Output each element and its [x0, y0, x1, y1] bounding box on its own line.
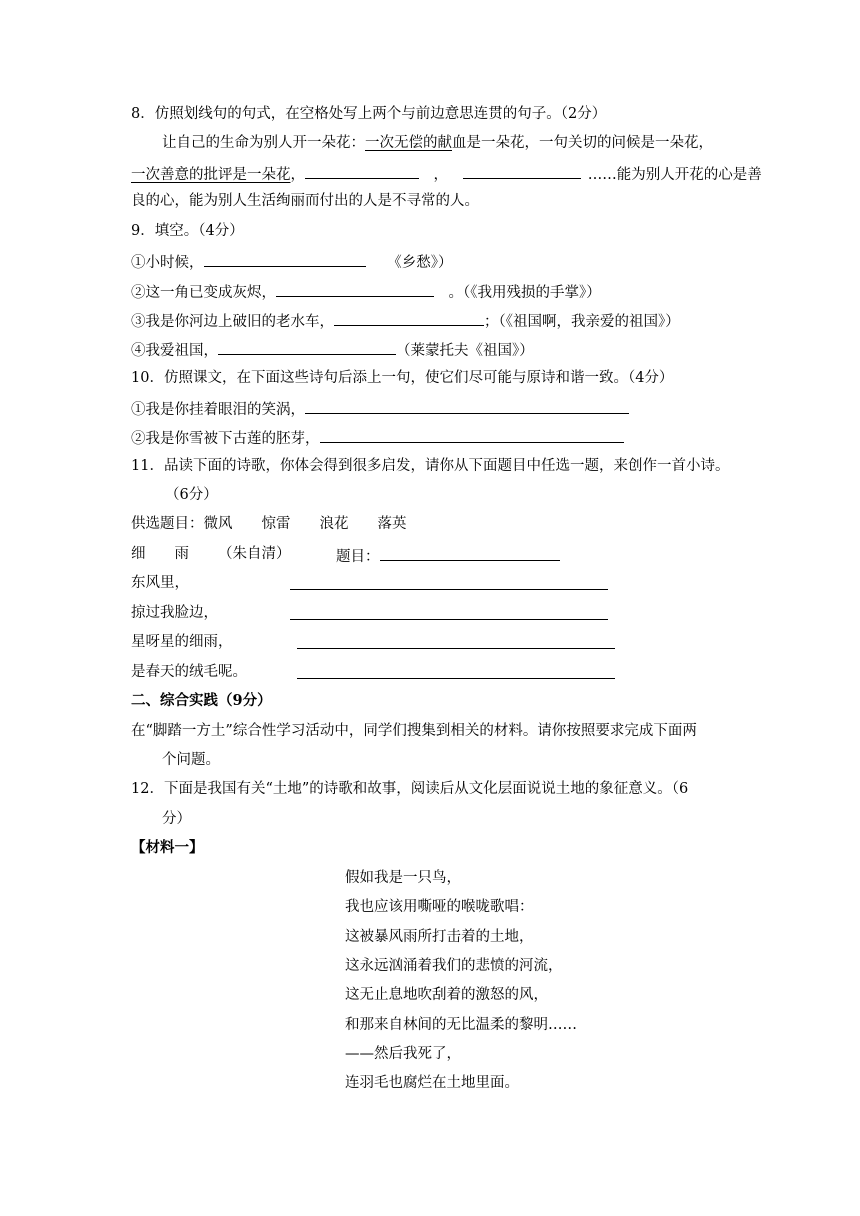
q9-item-1-source: 《乡愁》）	[387, 255, 453, 271]
q9-item-4-text: ④我爱祖国，	[131, 343, 218, 359]
q8-line1-post: 血是一朵花，一句关切的问候是一朵花，	[452, 135, 713, 151]
q12-prompt-line-1: 12．下面是我国有关“土地”的诗歌和故事，阅读后从文化层面说说土地的象征意义。（6	[131, 781, 689, 797]
q12-poem-line-7: ——然后我死了，	[345, 1046, 461, 1062]
section-2-heading: 二、综合实践（9分）	[131, 692, 272, 709]
q8-line-1	[162, 133, 713, 153]
q12-poem-line-8: 连羽毛也腐烂在土地里面。	[345, 1075, 519, 1091]
q9-item-2-source: 。（《我用残损的手掌》）	[448, 285, 601, 301]
q9-item-4	[131, 338, 534, 361]
q12-poem-line-1: 假如我是一只鸟，	[345, 870, 461, 886]
q11-poem-blank-row-2	[290, 603, 608, 626]
q9-item-4-source: （莱蒙托夫《祖国》）	[396, 343, 534, 359]
q11-title-field	[336, 544, 560, 567]
section-2-intro-line-2: 个问题。	[162, 752, 220, 768]
q11-option-3: 浪花	[319, 516, 349, 532]
q8-underlined-phrase-1: 一次无偿的献	[365, 135, 452, 151]
q9-item-1-text: ①小时候，	[131, 255, 204, 271]
q11-poem-blank-2[interactable]	[290, 603, 608, 620]
q10-answer-blank-2[interactable]	[320, 426, 624, 443]
q9-item-2-text: ②这一角已变成灰烬，	[131, 285, 276, 301]
q11-option-1: 微风	[203, 516, 233, 532]
section-2-intro-line-1: 在“脚踏一方土”综合性学习活动中，同学们搜集到相关的材料。请你按照要求完成下面两	[131, 723, 697, 739]
q11-prompt: 11．品读下面的诗歌，你体会得到很多启发，请你从下面题目中任选一题，来创作一首小诗。	[131, 458, 730, 474]
q11-score: （6分）	[165, 487, 218, 503]
q11-poem-blank-1[interactable]	[290, 573, 608, 590]
q8-sep-2: ，	[433, 167, 448, 183]
q10-item-2-text: ②我是你雪被下古莲的胚芽，	[131, 431, 320, 447]
q9-item-3	[131, 309, 680, 332]
q11-poem-title: 细 雨	[131, 546, 189, 562]
q11-poem-line-3: 星呀星的细雨，	[131, 634, 233, 650]
q8-underlined-phrase-2: 一次善意的批评是一朵花	[131, 167, 291, 183]
q8-line1-pre: 让自己的生命为别人开一朵花：	[162, 135, 365, 151]
q11-title-blank[interactable]	[380, 544, 560, 561]
q12-poem-line-5: 这无止息地吹刮着的激怒的风，	[345, 987, 548, 1003]
q10-prompt: 10．仿照课文，在下面这些诗句后添上一句，使它们尽可能与原诗和谐一致。（4分）	[131, 370, 674, 386]
q11-options	[131, 514, 407, 534]
q9-item-2	[131, 280, 601, 303]
q12-poem-line-6: 和那来自林间的无比温柔的黎明……	[345, 1017, 577, 1033]
q10-item-2	[131, 426, 624, 449]
q8-sep-1: ，	[290, 167, 305, 183]
q8-line-3: 良的心，能为别人生活绚丽而付出的人是不寻常的人。	[131, 193, 479, 209]
q9-answer-blank-3[interactable]	[334, 309, 484, 326]
q11-poem-line-4: 是春天的绒毛呢。	[131, 664, 247, 680]
q11-option-2: 惊雷	[261, 516, 291, 532]
q11-option-4: 落英	[377, 516, 407, 532]
q10-item-1	[131, 397, 629, 420]
q10-item-1-text: ①我是你挂着眼泪的笑涡，	[131, 402, 305, 418]
q8-line2-post: ……能为别人开花的心是善	[587, 167, 762, 183]
q12-poem-line-3: 这被暴风雨所打击着的土地，	[345, 929, 534, 945]
q8-answer-blank-2[interactable]	[463, 162, 581, 179]
q11-options-label: 供选题目：	[131, 516, 204, 532]
q9-answer-blank-1[interactable]	[204, 250, 366, 267]
q9-answer-blank-2[interactable]	[276, 280, 434, 297]
q9-prompt: 9．填空。（4分）	[131, 223, 244, 239]
q12-poem-line-4: 这永远汹涌着我们的悲愤的河流，	[345, 958, 563, 974]
q12-prompt-line-2: 分）	[162, 811, 191, 827]
q11-poem-blank-row-3	[297, 632, 615, 655]
q10-answer-blank-1[interactable]	[305, 397, 629, 414]
q9-item-3-source: ；（《祖国啊，我亲爱的祖国》）	[484, 314, 680, 330]
q8-line-2	[131, 162, 762, 185]
q11-poem-blank-row-4	[297, 662, 615, 685]
q11-title-label: 题目：	[336, 549, 380, 565]
q8-prompt: 8．仿照划线句的句式，在空格处写上两个与前边意思连贯的句子。（2分）	[131, 106, 607, 122]
q12-material-label: 【材料一】	[131, 839, 204, 856]
q9-item-1	[131, 250, 453, 273]
q11-poem-blank-4[interactable]	[297, 662, 615, 679]
q9-answer-blank-4[interactable]	[218, 338, 396, 355]
q8-answer-blank-1[interactable]	[305, 162, 419, 179]
q11-poem-blank-3[interactable]	[297, 632, 615, 649]
q11-poem-line-1: 东风里，	[131, 575, 189, 591]
q9-item-3-text: ③我是你河边上破旧的老水车，	[131, 314, 334, 330]
q11-poem-author: （朱自清）	[218, 546, 291, 562]
q11-poem-blank-row-1	[290, 573, 608, 596]
q12-poem-line-2: 我也应该用嘶哑的喉咙歌唱：	[345, 899, 534, 915]
q11-poem-header	[131, 544, 291, 564]
q11-poem-line-2: 掠过我脸边，	[131, 605, 218, 621]
